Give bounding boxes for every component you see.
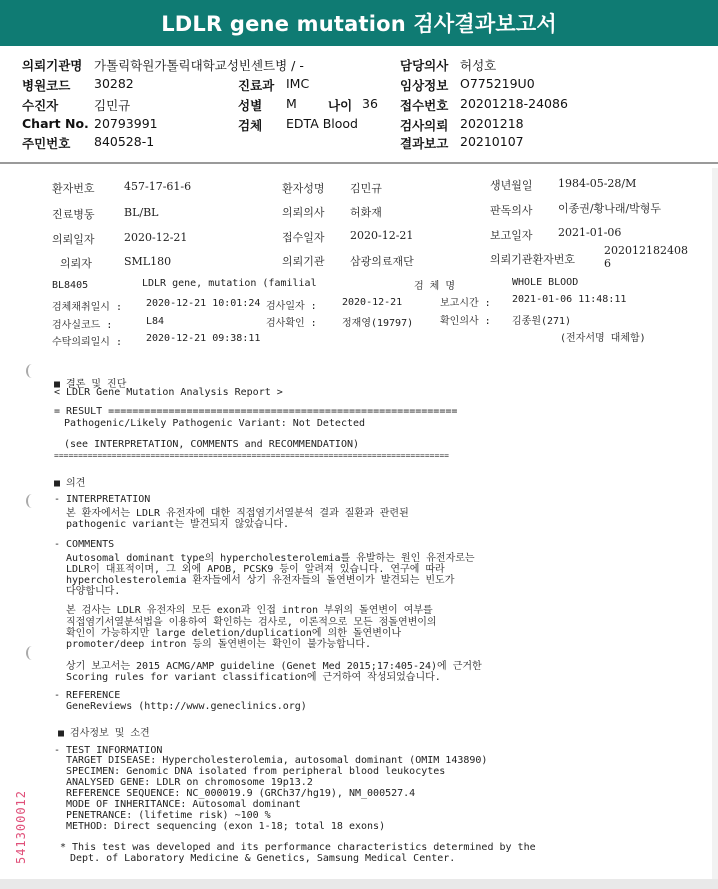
- report-time-value: 2021-01-06 11:48:11: [512, 294, 627, 305]
- specimen-desc: SPECIMEN: Genomic DNA isolated from peripheral blood leukocytes: [66, 766, 446, 777]
- age-value: 36: [362, 96, 378, 111]
- test-name: LDLR gene, mutation (familial: [142, 278, 317, 289]
- header-divider: [0, 162, 718, 164]
- req-inst-pt-label: 의뢰기관환자번호: [490, 253, 576, 266]
- section-test-info: ■ 검사정보 및 소견: [58, 728, 150, 739]
- exam-date-value: 2020-12-21: [342, 297, 403, 308]
- report-subtitle: < LDLR Gene Mutation Analysis Report >: [54, 387, 283, 398]
- result-rule: = RESULT ==========================================================: [54, 406, 458, 417]
- specimen-name-label: 검 체 명: [414, 281, 456, 292]
- exam-room-value: L84: [146, 316, 165, 327]
- report-date-value2: 2021-01-06: [558, 226, 622, 239]
- report-date-label: 결과보고: [400, 136, 449, 151]
- section-conclusion: ■ 결론 및 진단: [54, 379, 127, 390]
- chart-label: Chart No.: [22, 116, 89, 131]
- confirm-doctor-value: 김종원(271): [512, 316, 572, 327]
- e-sign-note: (전자서명 대체함): [560, 333, 646, 344]
- comments-line-1: Autosomal dominant type의 hypercholesterolemia를 유발하는 원인 유전자로는: [66, 553, 475, 564]
- report-title: LDLR gene mutation 검사결과보고서: [0, 0, 718, 46]
- req-date-value: 2020-12-21: [124, 231, 188, 244]
- confirm-doctor-label: 확인의사 :: [440, 316, 491, 327]
- scan-edge: [712, 168, 718, 879]
- comments-line-10: Scoring rules for variant classification에 근거하여 작성되었습니다.: [66, 672, 441, 683]
- recv-date-value: 2020-12-21: [350, 229, 414, 242]
- institution-label: 의뢰기관명: [22, 58, 83, 73]
- read-doctor-label: 판독의사: [490, 204, 533, 217]
- report-date-value: 20210107: [460, 134, 524, 149]
- penetrance: PENETRANCE: (lifetime risk) ~100 %: [66, 810, 271, 821]
- comments-line-8: promoter/deep intron 등의 돌연변이는 확인이 불가능합니다.: [66, 639, 372, 650]
- bottom-edge: [0, 879, 718, 889]
- interpretation-heading: - INTERPRETATION: [54, 494, 151, 505]
- req-inst-pt-value-1: 202012182408: [604, 244, 688, 257]
- reference-heading: - REFERENCE: [54, 690, 121, 701]
- analysed-gene: ANALYSED GENE: LDLR on chromosome 19p13.2: [66, 777, 313, 788]
- dept-label: 진료과: [238, 78, 275, 93]
- collect-time-value: 2020-12-21 10:01:24: [146, 298, 261, 309]
- institution-value: 가톨릭학원가톨릭대학교성빈센트병 / -: [94, 58, 304, 73]
- clinical-value: O775219U0: [460, 76, 535, 91]
- doctor-label: 담당의사: [400, 58, 449, 73]
- patient-no-value: 457-17-61-6: [124, 180, 192, 193]
- patient-name-value: 김민규: [350, 182, 382, 195]
- section-opinion: ■ 의견: [54, 478, 86, 489]
- age-label: 나이: [328, 98, 353, 113]
- receipt-value: 20201218-24086: [460, 96, 568, 111]
- patient-name-label: 환자성명: [282, 182, 325, 195]
- comments-heading: - COMMENTS: [54, 539, 115, 550]
- hospital-code-label: 병원코드: [22, 78, 71, 93]
- stamp-number: 541300012: [14, 789, 29, 865]
- comments-line-7: 확인이 가능하지만 large deletion/duplication에 의한 돌연변이나: [66, 628, 402, 639]
- disclaimer-line-2: Dept. of Laboratory Medicine & Genetics, Samsung Medical Center.: [70, 853, 456, 864]
- method: METHOD: Direct sequencing (exon 1-18; total 18 exons): [66, 821, 386, 832]
- target-disease: TARGET DISEASE: Hypercholesterolemia, autosomal dominant (OMIM 143890): [66, 755, 488, 766]
- clinical-label: 임상정보: [400, 78, 449, 93]
- comments-line-4: 다양합니다.: [66, 586, 121, 597]
- req-inst-value: 삼광의료재단: [350, 255, 414, 268]
- read-doctor-value: 이종권/황나래/박형두: [558, 202, 662, 215]
- birth-label: 생년월일: [490, 179, 533, 192]
- exam-date-label: 검사일자 :: [266, 301, 317, 312]
- req-inst-label: 의뢰기관: [282, 255, 325, 268]
- doctor-value: 허성호: [460, 58, 497, 73]
- receive-time-label: 수탁의뢰일시 :: [52, 337, 123, 348]
- report-time-label: 보고시간 :: [440, 298, 491, 309]
- comments-line-6: 직접염기서열분석법을 이용하여 확인하는 검사로, 이론적으로 모든 점돌연변이의: [66, 617, 437, 628]
- result-rule-end: ==================================================================================: [54, 451, 449, 460]
- recipient-value: 김민규: [94, 98, 131, 113]
- exam-confirm-value: 정재영(19797): [342, 318, 414, 329]
- recipient-label: 수진자: [22, 98, 59, 113]
- mode-of-inheritance: MODE OF INHERITANCE: Autosomal dominant: [66, 799, 301, 810]
- test-info-heading: - TEST INFORMATION: [54, 745, 163, 756]
- receive-time-value: 2020-12-21 09:38:11: [146, 333, 261, 344]
- patient-no-label: 환자번호: [52, 182, 95, 195]
- exam-room-label: 검사실코드 :: [52, 320, 113, 331]
- reference-sequence: REFERENCE SEQUENCE: NC_000019.9 (GRCh37/hg19), NM_000527.4: [66, 788, 416, 799]
- comments-line-9: 상기 보고서는 2015 ACMG/AMP guideline (Genet Med 2015;17:405-24)에 근거한: [66, 661, 482, 672]
- test-code: BL8405: [52, 280, 89, 291]
- sex-value: M: [286, 96, 297, 111]
- hospital-code-value: 30282: [94, 76, 134, 91]
- punch-hole-mark: [26, 364, 38, 378]
- recv-date-label: 접수일자: [282, 231, 325, 244]
- interpretation-line-2: pathogenic variant는 발견되지 않았습니다.: [66, 519, 290, 530]
- ward-value: BL/BL: [124, 206, 159, 219]
- barcode-stamp: [14, 780, 42, 880]
- punch-hole-mark: [26, 646, 38, 660]
- rrn-label: 주민번호: [22, 136, 71, 151]
- reference-value: GeneReviews (http://www.geneclinics.org): [66, 701, 307, 712]
- req-doctor-label: 의뢰의사: [282, 206, 325, 219]
- report-date-label2: 보고일자: [490, 229, 533, 242]
- req-doctor-value: 허화재: [350, 206, 382, 219]
- requester-label: 의뢰자: [60, 257, 92, 270]
- scanned-report: [0, 168, 718, 879]
- punch-hole-mark: [26, 494, 38, 508]
- birth-value: 1984-05-28/M: [558, 177, 637, 190]
- comments-line-3: hypercholesterolemia 환자들에서 상기 유전자들의 돌연변이가 발견되는 빈도가: [66, 575, 455, 586]
- request-value: 20201218: [460, 116, 524, 131]
- req-date-label: 의뢰일자: [52, 233, 95, 246]
- requester-value: SML180: [124, 255, 172, 268]
- exam-confirm-label: 검사확인 :: [266, 318, 317, 329]
- collect-time-label: 검체채취일시 :: [52, 302, 123, 313]
- result-value: Pathogenic/Likely Pathogenic Variant: Not Detected: [64, 418, 366, 429]
- result-see: (see INTERPRETATION, COMMENTS and RECOMMENDATION): [64, 439, 360, 450]
- request-label: 검사의뢰: [400, 118, 449, 133]
- sex-label: 성별: [238, 98, 263, 113]
- rrn-value: 840528-1: [94, 134, 155, 149]
- req-inst-pt-value-2: 6: [604, 257, 611, 270]
- comments-line-2: LDLR이 대표적이며, 그 외에 APOB, PCSK9 등이 알려져 있습니다. 연구에 따라: [66, 564, 445, 575]
- interpretation-line-1: 본 환자에서는 LDLR 유전자에 대한 직접염기서열분석 결과 질환과 관련된: [66, 508, 409, 519]
- comments-line-5: 본 검사는 LDLR 유전자의 모든 exon과 인접 intron 부위의 돌연변이 여부를: [66, 605, 433, 616]
- dept-value: IMC: [286, 76, 310, 91]
- report-header: [0, 50, 718, 160]
- specimen-label: 검체: [238, 118, 263, 133]
- ward-label: 진료병동: [52, 208, 95, 221]
- disclaimer-line-1: * This test was developed and its performance characteristics determined by the: [60, 842, 536, 853]
- receipt-label: 접수번호: [400, 98, 449, 113]
- specimen-value: EDTA Blood: [286, 116, 358, 131]
- specimen-name-value: WHOLE BLOOD: [512, 277, 579, 288]
- chart-value: 20793991: [94, 116, 158, 131]
